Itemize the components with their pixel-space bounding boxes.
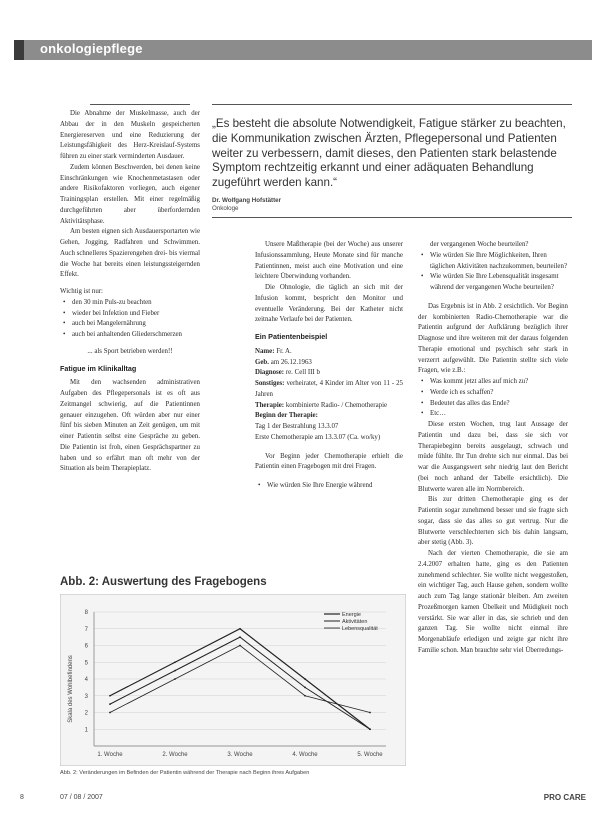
fact-value: verheiratet, 4 Kinder im Alter von 11 - 25 Jahren <box>255 380 403 398</box>
fact-row <box>255 347 403 358</box>
y-tick-label: 7 <box>84 626 88 633</box>
fact-key: Therapie: <box>255 401 285 409</box>
page-number: 8 <box>20 794 24 801</box>
checklist-intro: Wichtig ist nur: <box>60 288 103 295</box>
line-chart <box>60 594 406 766</box>
paragraph: Zudem können Beschwerden, bei denen keine Einschränkungen wie Knochenmetastasen oder andere Risikofaktoren vorliegen, auch eigener Trainingsplan erstellen. Mit einer regelmäßig durchgeführten aber überfordernden Aktivitätsphase. <box>60 163 200 225</box>
list-item: • auch bei anhaltenden Gliederschmerzen <box>72 330 200 341</box>
question-list <box>418 377 568 420</box>
x-tick-label: 5. Woche <box>357 752 383 758</box>
paragraph: Die Abnahme der Muskelmasse, auch der Abbau der in den Muskeln gespeicherten Energiereserven und eine Reduzierung der Leistungsfähigkeit des Herz-Kreislauf-Systems führen zu einer stark verminderten Ausdauer. <box>60 110 200 160</box>
data-point <box>109 703 111 705</box>
data-point <box>109 712 111 714</box>
fact-key: Name: <box>255 347 275 355</box>
y-tick-label: 3 <box>84 693 88 700</box>
x-tick-label: 1. Woche <box>97 752 123 758</box>
list-item: • wieder bei Infektion und Fieber <box>72 309 200 320</box>
legend-label: Lebensqualität <box>342 626 378 632</box>
figure-caption: Abb. 2: Veränderungen im Befinden der Patientin während der Therapie nach Beginn ihres Aufgaben <box>60 770 310 776</box>
fact-value: kombinierte Radio- / Chemotherapie <box>285 401 388 409</box>
question-list <box>255 481 403 492</box>
data-point <box>239 628 241 630</box>
y-axis-label: Skala des Wohlbefindens <box>68 655 74 723</box>
list-item: • den 30 min Puls-zu beachten <box>72 298 200 309</box>
column-1 <box>60 104 200 475</box>
section-heading: Ein Patientenbeispiel <box>255 332 328 341</box>
paragraph: der vergangenen Woche beurteilen? <box>430 241 529 248</box>
list-item: • Wie würden Sie Ihre Möglichkeiten, Ihren täglichen Aktivitäten nachzukommen, beurteilen? <box>430 251 568 273</box>
list-item: • Was kommt jetzt alles auf mich zu? <box>430 377 568 388</box>
list-item: • Werde ich es schaffen? <box>430 388 568 399</box>
figure-chart <box>60 594 406 766</box>
list-item: • Wie würden Sie Ihre Lebensqualität insgesamt während der vergangenen Woche beurteilen? <box>430 272 568 294</box>
quote-author-role: Onkologe <box>212 204 239 212</box>
legend-label: Aktivitäten <box>342 619 368 625</box>
y-tick-label: 2 <box>84 710 88 717</box>
paragraph: Unsere Maßtherapie (bei der Woche) aus unserer Infusionssammlung, Heute Monate sind für manche Patientinnen, meist auch eine Motivation und eine leichtere Überwindung vorhanden. <box>255 241 403 281</box>
x-tick-label: 4. Woche <box>292 752 318 758</box>
fact-row <box>255 368 403 379</box>
column-3 <box>418 240 568 657</box>
section-title: onkologiepflege <box>40 41 143 56</box>
paragraph: Mit den wachsenden administrativen Aufgaben des Pflegepersonals ist es oft aus Zeitmangel schwierig, auf die Patientinnen genauer einzugehen. Oft würden aber nur einer fünf bis sieben Minuten an Zeit genügen, um mit einer Patientin selbst eine Gespräche zu geben. Die Patientin ist froh, einen Gesprächspartner zu haben und so erfährt man oft mehr von der Situation als beim Therapieplatz. <box>60 379 200 473</box>
figure-title: Abb. 2: Auswertung des Fragebogens <box>60 576 267 588</box>
data-point <box>304 678 306 680</box>
issue-date: 07 / 08 / 2007 <box>60 794 103 801</box>
list-item: • Bedeutet das alles das Ende? <box>430 399 568 410</box>
data-point <box>239 636 241 638</box>
fact-row <box>255 358 403 369</box>
paragraph: Nach der vierten Chemotherapie, die sie am 2.4.2007 erhalten hatte, ging es den Patienten zunehmend schlechter. Sie wollte nicht weggestoßen, ein wichtiger Tag, auch Hause gehen, sondern wollte auch zum Tag lange stationär bleiben. Am zweiten Prozeßmorgen kamen Übelkeit und Müdigkeit noch verstärkt. Sie war aller in das, sie schrieb und den ganzen Tag. Sie wollte nicht einmal ihre Morgenabläufe erledigen und zeigte gar nicht ihre Familie schon. Man brauchte sehr viel Überredungs- <box>418 550 568 654</box>
fact-key: Geb. <box>255 358 269 366</box>
list-item: • Etc… <box>430 409 568 420</box>
paragraph: Vor Beginn jeder Chemotherapie erhielt die Patientin einen Fragebogen mit drei Fragen. <box>255 452 403 471</box>
fact-key: Sonstiges: <box>255 380 285 387</box>
paragraph: Das Ergebnis ist in Abb. 2 ersichtlich. Vor Beginn der kombinierten Radio-Chemotherapie war die Patientin aufgrund der Aufklärung bezüglich ihrer Diagnose und ihre weiteren mit der daraus folgenden Therapie emotional und psychisch sehr stark in verzerrt aufgewühlt. Die Patientin stellte sich viele Fragen, wie z.B.: <box>418 302 568 375</box>
y-tick-label: 5 <box>84 660 88 667</box>
y-tick-label: 1 <box>84 727 88 734</box>
checklist <box>60 298 200 341</box>
question-list <box>418 251 568 294</box>
section-heading: Fatigue im Klinikalltag <box>60 363 137 373</box>
data-point <box>304 686 306 688</box>
paragraph: Diese ersten Wochen, trug laut Aussage der Patientin und dazu bei, dass sie sich vor Therapiebeginn bereits ausgelaugt, schwach und müde fühlte. Ihr Tun drehte sich nur einmal. Das bei war die Ausgangswert sehr niedrig laut den Bericht (bei noch anhand der Tabelle ersichtlich). Die Blutwerte waren alle im Normbereich. <box>418 421 568 493</box>
column-2 <box>255 240 403 492</box>
therapy-line: Erste Chemotherapie am 13.3.07 (Ca. wo/ky) <box>255 433 381 441</box>
quote-author: Dr. Wolfgang Hofstätter <box>212 196 281 204</box>
data-point <box>239 645 241 647</box>
quote-text: „Es besteht die absolute Notwendigkeit, Fatigue stärker zu beachten, die Kommunikation zwischen Ärzten, Pflegepersonal und Patienten weiter zu verbessern, damit dieses, den Patienten stark belastende Symptom rechtzeitig erkannt und einer adäquaten Behandlung zugeführt werden kann.“ <box>212 117 566 190</box>
quote-bottom-rule <box>212 217 572 218</box>
fact-row <box>255 401 403 412</box>
pull-quote <box>212 104 572 218</box>
data-point <box>304 695 306 697</box>
paragraph: Die Ohnologie, die täglich an sich mit der Infusion kommt, bespricht den Monitor und eventuelle Veränderung. Bei der Katheter nicht zeitnahe Verlaufe bei der Patienten. <box>255 284 403 324</box>
paragraph: Bis zur dritten Chemotherapie ging es der Patientin sogar zunehmend besser und sie fragte sich sogar, dass sie das alles so gut vertrug. Nur die Blutwerte verschlechterten sich bis dahin langsam, aber stetig (Abb. 3). <box>418 496 568 547</box>
list-item: • auch bei Mangelernährung <box>72 319 200 330</box>
fact-value: am 26.12.1963 <box>270 358 312 366</box>
patient-facts <box>255 347 403 422</box>
divider <box>90 104 190 105</box>
list-item: • Wie würden Sie Ihre Energie während <box>267 481 403 492</box>
paragraph: Am besten eignen sich Ausdauersportarten wie Gehen, Jogging, Radfahren und Schwimmen. Auch schnelleres Spazierengehen drei- bis viermal die Woche hat bereits einen leistungssteigernden Effekt. <box>60 228 200 279</box>
brand-name: PRO CARE <box>543 793 586 802</box>
y-tick-label: 4 <box>84 677 88 683</box>
data-point <box>369 728 371 730</box>
fact-value: Fr. A. <box>276 347 292 355</box>
y-tick-label: 6 <box>84 643 88 650</box>
data-point <box>174 661 176 663</box>
data-point <box>174 678 176 680</box>
data-point <box>369 712 371 714</box>
legend-label: Energie <box>342 612 361 618</box>
x-tick-label: 2. Woche <box>162 752 188 758</box>
data-point <box>109 695 111 697</box>
fact-key: Beginn der Therapie: <box>255 412 318 420</box>
fact-row <box>255 411 403 422</box>
x-tick-label: 3. Woche <box>227 752 253 758</box>
fact-value: re. Cell III b <box>285 369 320 377</box>
fact-key: Diagnose: <box>255 369 285 377</box>
section-header-marker <box>14 40 24 60</box>
quote-top-rule <box>212 104 572 105</box>
fact-row <box>255 379 403 401</box>
data-point <box>174 670 176 672</box>
y-tick-label: 8 <box>84 610 88 616</box>
therapy-line: Tag 1 der Bestrahlung 13.3.07 <box>255 423 339 430</box>
checklist-outro: ... als Sport betrieben werden!! <box>87 347 173 355</box>
